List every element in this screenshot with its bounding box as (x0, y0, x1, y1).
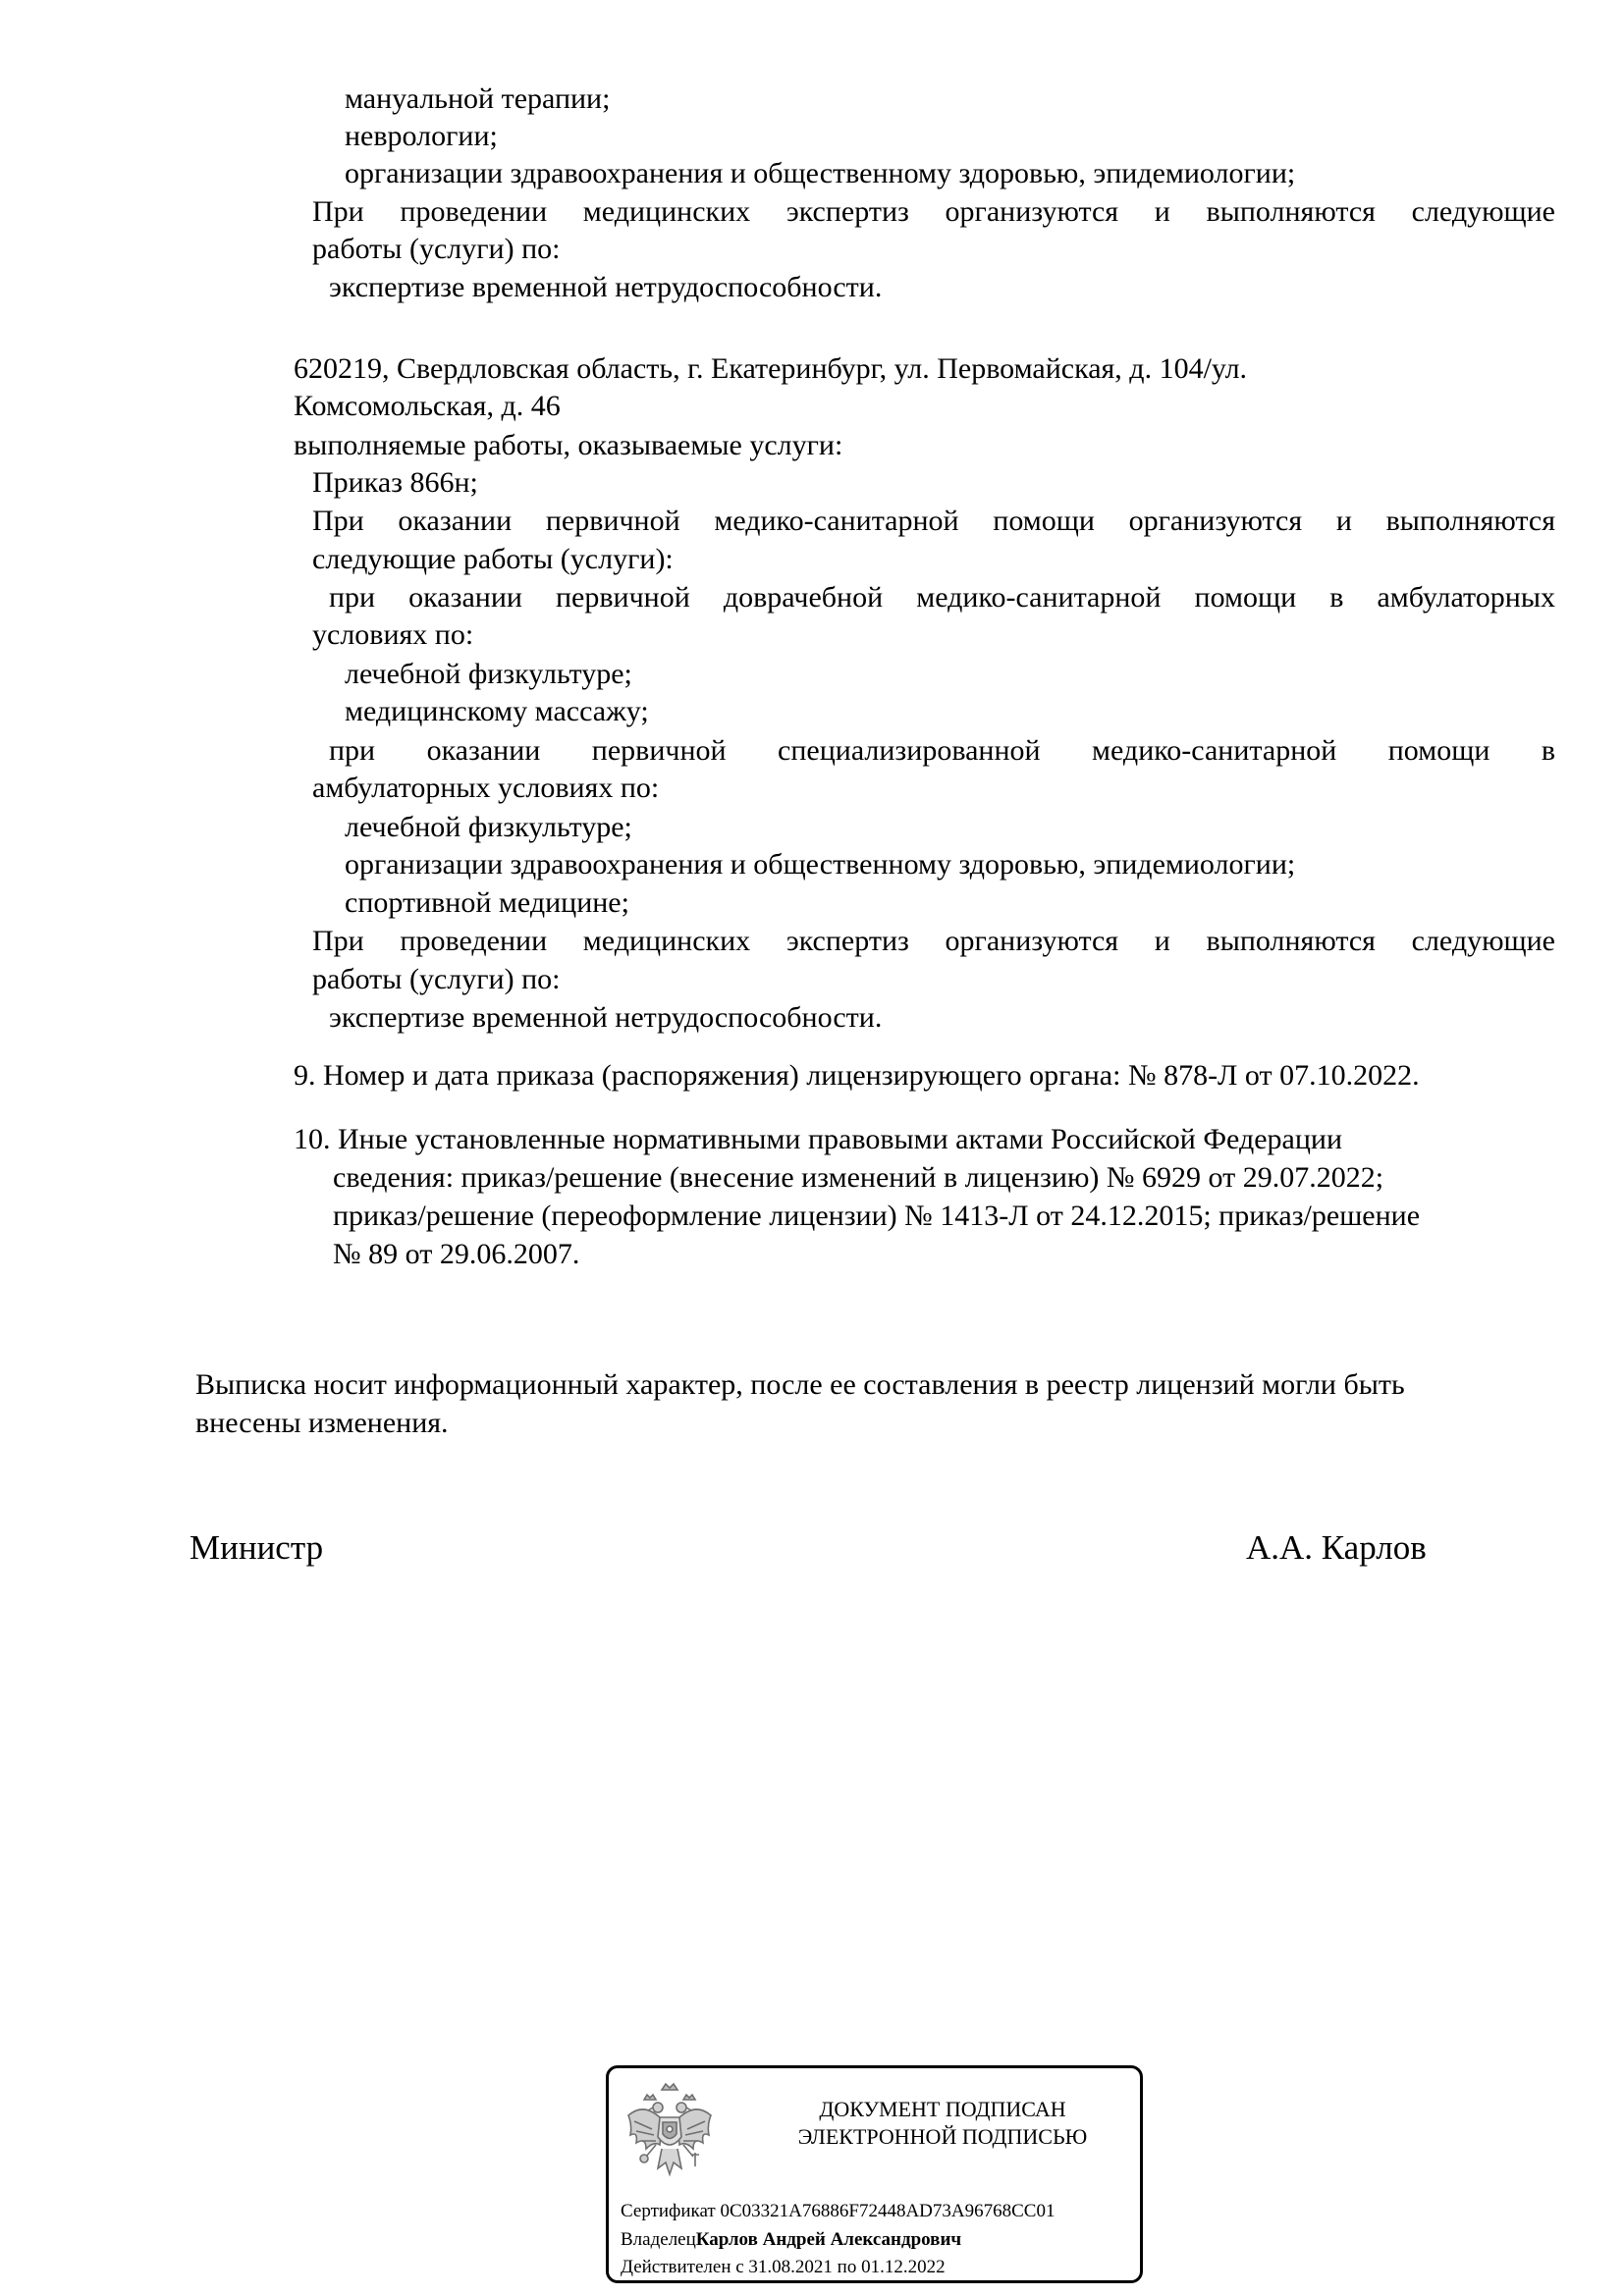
service-item-physical-therapy: лечебной физкультуре; (345, 658, 632, 690)
owner-value: Карлов Андрей Александрович (695, 2229, 962, 2250)
order-reference: Приказ 866н; (312, 466, 478, 499)
service-item-health-organization: организации здравоохранения и общественному здоровью, эпидемиологии; (345, 848, 1296, 881)
stamp-certificate (621, 2200, 1055, 2223)
service-item-neurology: неврологии; (345, 120, 498, 152)
certificate-value: 0C03321A76886F72448AD73A96768CC01 (720, 2201, 1056, 2221)
stamp-title-line1: ДОКУМЕНТ ПОДПИСАН (819, 2097, 1066, 2121)
specialized-care-intro: при оказании первичной специализированной медико-санитарной помощи в (329, 734, 1555, 767)
specialized-care-intro-cont: амбулаторных условиях по: (312, 772, 660, 804)
address-line: 620219, Свердловская область, г. Екатеринбург, ул. Первомайская, д. 104/ул. (294, 352, 1248, 385)
other-information-line-cont: сведения: приказ/решение (внесение изменений в лицензию) № 6929 от 29.07.2022; (333, 1161, 1384, 1194)
stamp-title-line2: ЭЛЕКТРОННОЙ ПОДПИСЬЮ (797, 2124, 1088, 2149)
service-item-sports-medicine: спортивной медицине; (345, 886, 629, 919)
medical-expertise-intro-cont: работы (услуги) по: (312, 233, 561, 265)
service-item-physical-therapy: лечебной физкультуре; (345, 811, 632, 843)
services-heading: выполняемые работы, оказываемые услуги: (294, 429, 843, 461)
stamp-validity: Действителен с 31.08.2021 по 01.12.2022 (621, 2257, 946, 2277)
pre-medical-care-intro: при оказании первичной доврачебной медико-санитарной помощи в амбулаторных (329, 581, 1555, 614)
address-line-cont: Комсомольская, д. 46 (294, 390, 561, 422)
medical-expertise-intro: При проведении медицинских экспертиз организуются и выполняются следующие (312, 925, 1555, 957)
service-item-manual-therapy: мануальной терапии; (345, 82, 611, 115)
other-information-line-cont: № 89 от 29.06.2007. (333, 1238, 580, 1270)
other-information-line: 10. Иные установленные нормативными правовыми актами Российской Федерации (294, 1123, 1343, 1155)
service-item-temporary-disability: экспертизе временной нетрудоспособности. (329, 1001, 883, 1034)
stamp-owner (621, 2228, 961, 2252)
disclaimer-line: Выписка носит информационный характер, после ее составления в реестр лицензий могли быть (195, 1368, 1405, 1401)
medical-expertise-intro-cont: работы (услуги) по: (312, 963, 561, 995)
order-number-line: 9. Номер и дата приказа (распоряжения) лицензирующего органа: № 878-Л от 07.10.2022. (294, 1059, 1420, 1092)
primary-care-intro: При оказании первичной медико-санитарной помощи организуются и выполняются (312, 505, 1555, 537)
pre-medical-care-intro-cont: условиях по: (312, 618, 474, 651)
owner-label: Владелец (621, 2229, 696, 2250)
medical-expertise-intro: При проведении медицинских экспертиз организуются и выполняются следующие (312, 195, 1555, 228)
electronic-signature-stamp (606, 2065, 1143, 2283)
other-information-line-cont: приказ/решение (переоформление лицензии) № 1413-Л от 24.12.2015; приказ/решение (333, 1200, 1421, 1232)
service-item-massage: медицинскому массажу; (345, 695, 649, 727)
signatory-name: А.А. Карлов (1246, 1528, 1427, 1567)
russian-coat-of-arms-icon (623, 2080, 717, 2190)
certificate-label: Сертификат (621, 2201, 716, 2221)
primary-care-intro-cont: следующие работы (услуги): (312, 543, 674, 575)
service-item-health-organization: организации здравоохранения и общественному здоровью, эпидемиологии; (345, 157, 1296, 189)
disclaimer-line-cont: внесены изменения. (195, 1407, 449, 1439)
service-item-temporary-disability: экспертизе временной нетрудоспособности. (329, 271, 883, 303)
signatory-position: Министр (189, 1528, 324, 1567)
